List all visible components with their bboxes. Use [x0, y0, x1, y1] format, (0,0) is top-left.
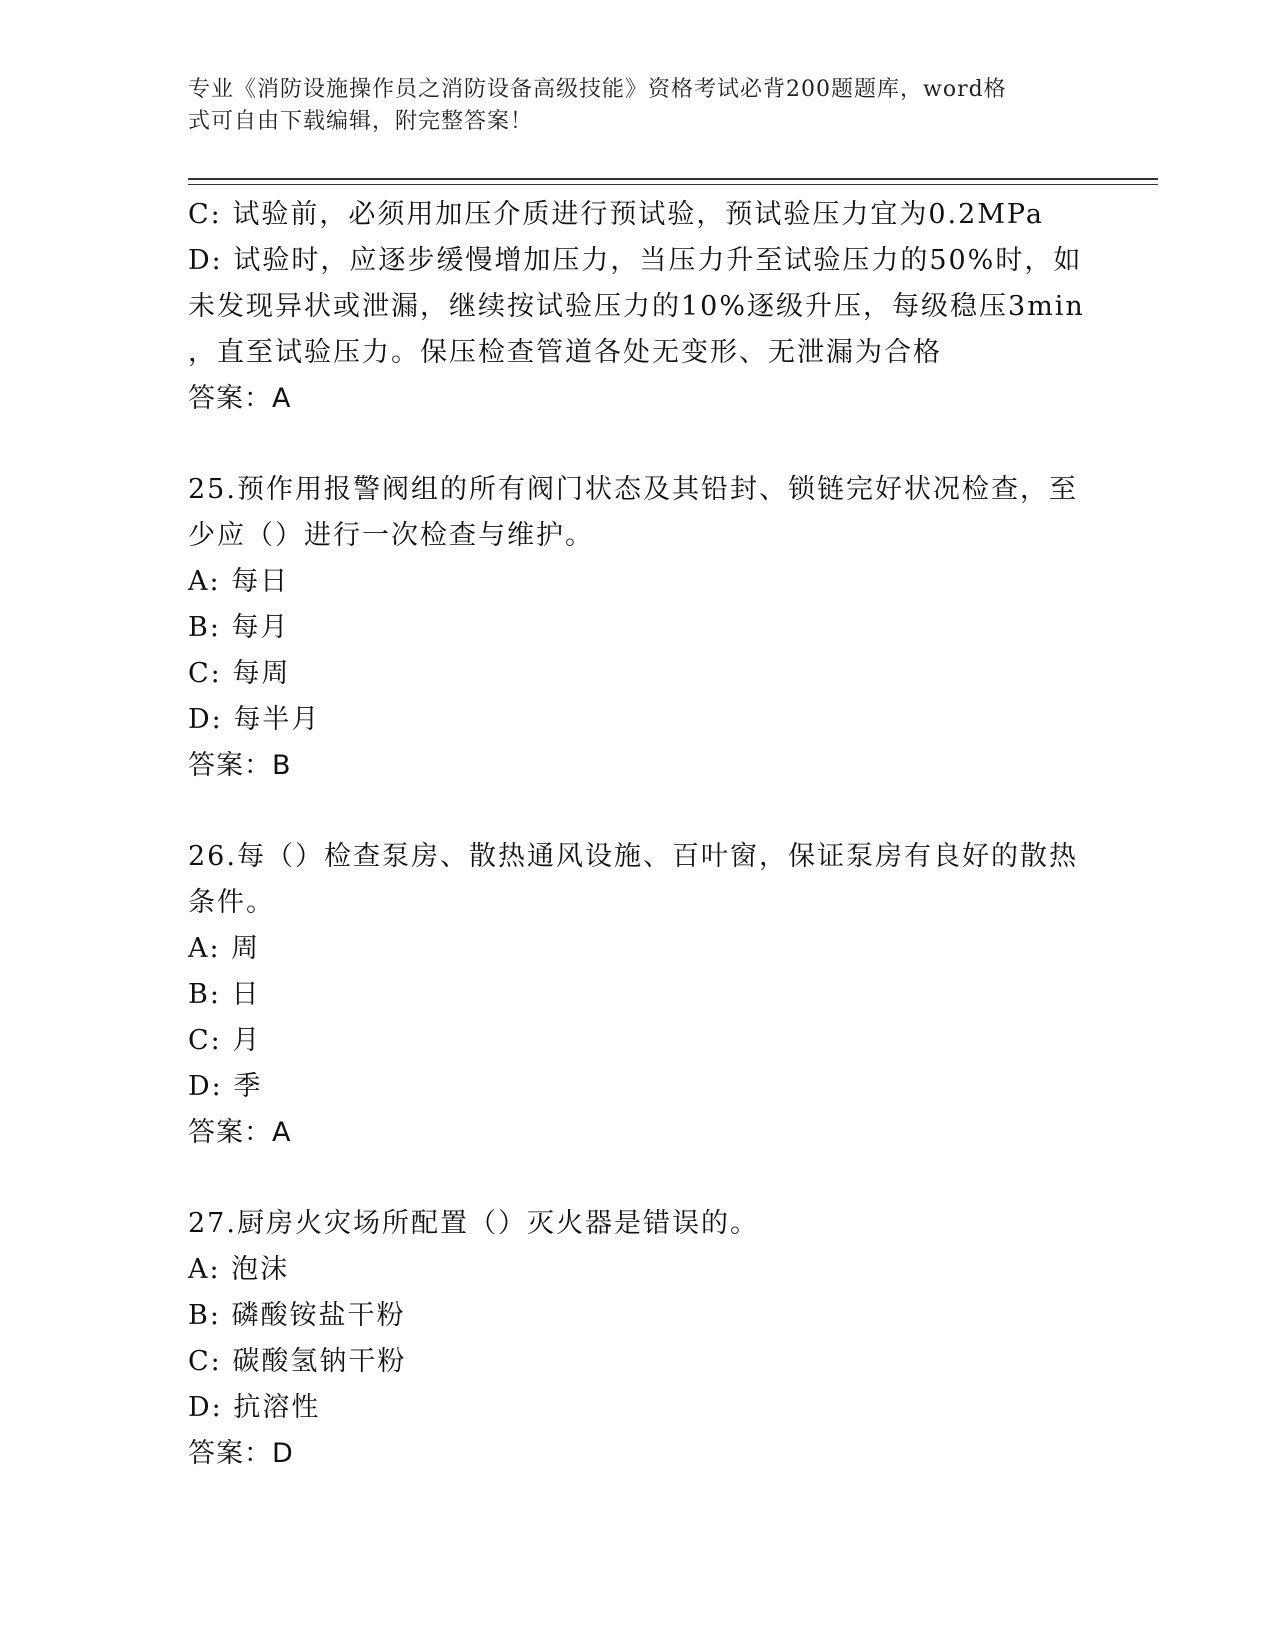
option-c: C: 试验前，必须用加压介质进行预试验，预试验压力宜为0.2MPa [188, 199, 1044, 230]
option-d-line-1: D: 试验时，应逐步缓慢增加压力，当压力升至试验压力的50%时，如 [188, 245, 1083, 276]
option-c: C: 碳酸氢钠干粉 [188, 1346, 407, 1377]
question-stem-line-2: 少应（）进行一次检查与维护。 [188, 520, 594, 551]
answer: 答案：B [188, 750, 292, 781]
option-a: A: 周 [188, 933, 261, 964]
question-stem-line-1: 26.每（）检查泵房、散热通风设施、百叶窗，保证泵房有良好的散热 [188, 841, 1078, 872]
question-stem-line-1: 25.预作用报警阀组的所有阀门状态及其铅封、锁链完好状况检查，至 [188, 474, 1078, 505]
option-b: B: 日 [188, 979, 261, 1010]
option-b: B: 磷酸铵盐干粉 [188, 1300, 406, 1331]
question-stem-line-2: 条件。 [188, 887, 275, 918]
document-header [188, 74, 1088, 138]
question-stem-line-1: 27.厨房火灾场所配置（）灭火器是错误的。 [188, 1208, 759, 1239]
answer: 答案：A [188, 383, 292, 414]
question-27 [188, 1201, 1088, 1477]
option-d: D: 每半月 [188, 704, 321, 735]
question-26 [188, 834, 1088, 1156]
header-divider [188, 178, 1158, 180]
option-d-line-2: 未发现异状或泄漏，继续按试验压力的10%逐级升压，每级稳压3min [188, 291, 1085, 322]
option-c: C: 月 [188, 1025, 262, 1056]
option-b: B: 每月 [188, 612, 290, 643]
option-c: C: 每周 [188, 658, 291, 689]
answer: 答案：A [188, 1117, 292, 1148]
question-24-continued [188, 192, 1088, 422]
option-a: A: 泡沫 [188, 1254, 290, 1285]
header-line-2: 式可自由下载编辑，附完整答案！ [188, 109, 534, 134]
option-d: D: 季 [188, 1071, 263, 1102]
question-25 [188, 467, 1088, 789]
option-a: A: 每日 [188, 566, 290, 597]
header-line-1: 专业《消防设施操作员之消防设备高级技能》资格考试必背200题题库，word格 [188, 77, 1007, 102]
question-list [188, 192, 1088, 1477]
option-d: D: 抗溶性 [188, 1392, 321, 1423]
header-divider-thin [188, 184, 1158, 185]
option-d-line-3: ，直至试验压力。保压检查管道各处无变形、无泄漏为合格 [188, 337, 942, 368]
answer: 答案：D [188, 1438, 294, 1469]
